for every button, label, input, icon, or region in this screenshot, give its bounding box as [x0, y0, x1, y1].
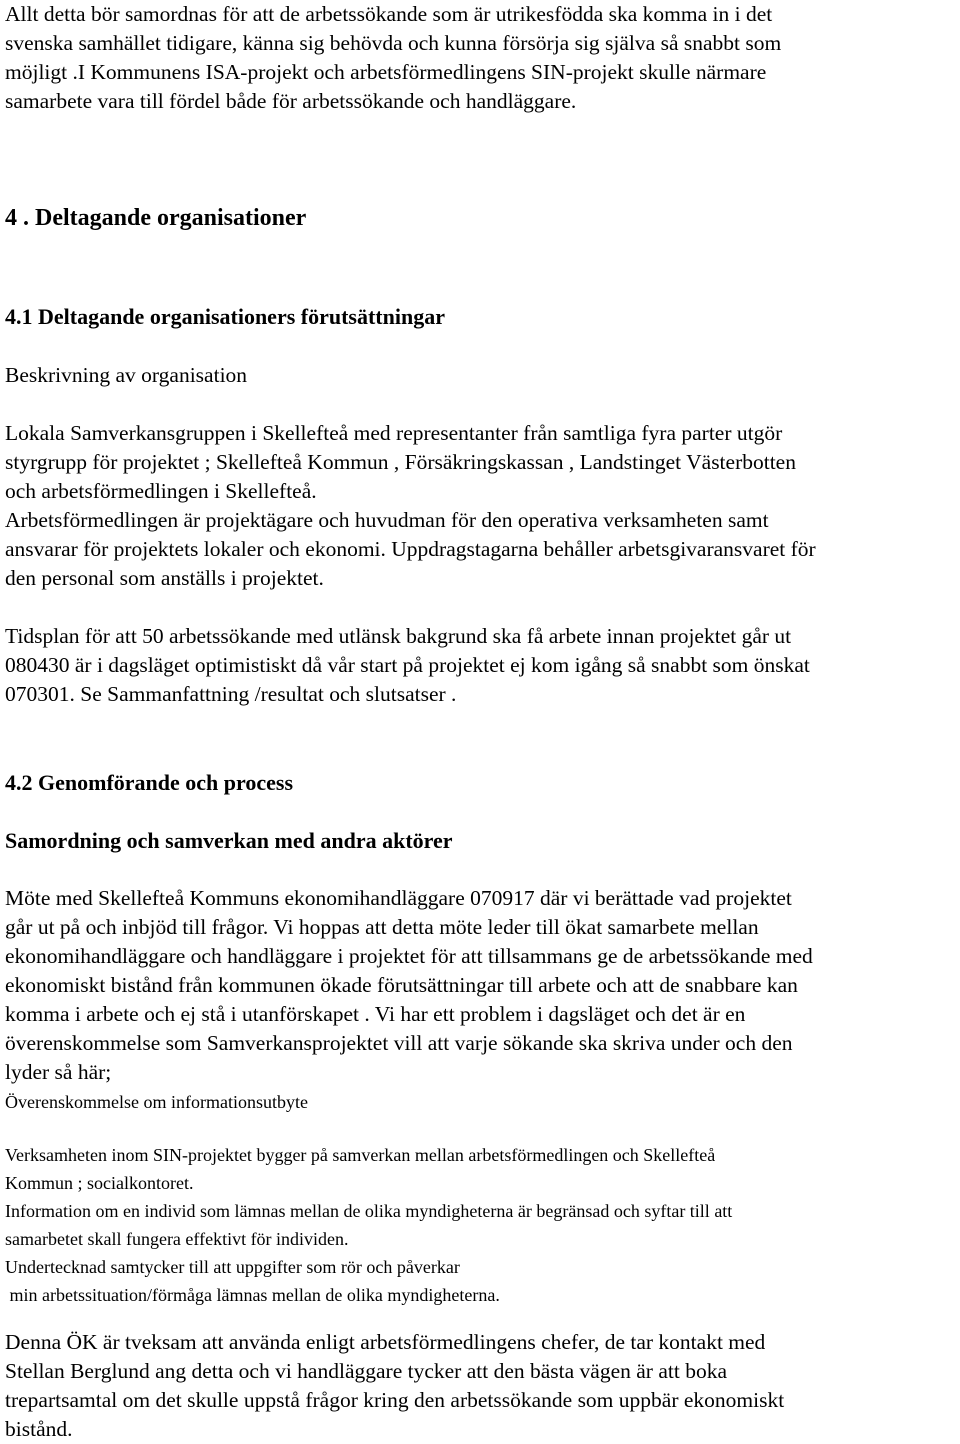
text-line: lyder så här; [5, 1060, 112, 1084]
section-4-2-heading: 4.2 Genomförande och process [5, 770, 294, 795]
text-line: svenska samhället tidigare, känna sig behövda och kunna försörja sig själva så snabbt som [5, 31, 782, 55]
text-line: Lokala Samverkansgruppen i Skellefteå med representanter från samtliga fyra parter utgör [5, 421, 783, 445]
text-line: samarbetet skall fungera effektivt för individen. [5, 1229, 349, 1249]
text-line: Möte med Skellefteå Kommuns ekonomihandläggare 070917 där vi berättade vad projektet [5, 886, 792, 910]
text-line: styrgrupp för projektet ; Skellefteå Kommun , Försäkringskassan , Landstinget Västerbotten [5, 450, 796, 474]
closing-paragraph [5, 1328, 784, 1444]
text-line: 070301. Se Sammanfattning /resultat och slutsatser . [5, 682, 457, 706]
text-line: samarbete vara till fördel både för arbetssökande och handläggare. [5, 89, 577, 113]
organisation-description-subheading: Beskrivning av organisation [5, 363, 248, 387]
coordination-subheading: Samordning och samverkan med andra aktörer [5, 828, 453, 853]
text-line: min arbetssituation/förmåga lämnas mellan de olika myndigheterna. [5, 1285, 500, 1305]
text-line: Verksamheten inom SIN-projektet bygger på samverkan mellan arbetsförmedlingen och Skellefteå [5, 1145, 716, 1165]
text-line: Denna ÖK är tveksam att använda enligt arbetsförmedlingens chefer, de tar kontakt med [5, 1330, 766, 1354]
section-4-1-heading: 4.1 Deltagande organisationers förutsättningar [5, 304, 445, 329]
text-line: ekonomiskt bistånd från kommunen ökade förutsättningar till arbete och att de snabbare kan [5, 973, 798, 997]
organisation-paragraph [5, 419, 816, 593]
agreement-title: Överenskommelse om informationsutbyte [5, 1092, 308, 1112]
text-line: möjligt .I Kommunens ISA-projekt och arbetsförmedlingens SIN-projekt skulle närmare [5, 60, 767, 84]
text-line: Allt detta bör samordnas för att de arbetssökande som är utrikesfödda ska komma in i det [5, 2, 773, 26]
text-line: Kommun ; socialkontoret. [5, 1173, 194, 1193]
text-line: går ut på och inbjöd till frågor. Vi hoppas att detta möte leder till ökat samarbete mellan [5, 915, 759, 939]
text-line: ansvarar för projektets lokaler och ekonomi. Uppdragstagarna behåller arbetsgivaransvaret för [5, 537, 816, 561]
text-line: bistånd. [5, 1417, 73, 1441]
section-4-heading: 4 . Deltagande organisationer [5, 205, 307, 231]
text-line: Arbetsförmedlingen är projektägare och huvudman för den operativa verksamheten samt [5, 508, 769, 532]
text-line: den personal som anställs i projektet. [5, 566, 324, 590]
text-line: 080430 är i dagsläget optimistiskt då vår start på projektet ej kom igång så snabbt som önskat [5, 653, 810, 677]
agreement-text [5, 1141, 732, 1309]
text-line: överenskommelse som Samverkansprojektet vill att varje sökande ska skriva under och den [5, 1031, 793, 1055]
text-line: trepartsamtal om det skulle uppstå frågor kring den arbetssökande som uppbär ekonomiskt [5, 1388, 785, 1412]
text-line: Undertecknad samtycker till att uppgifter som rör och påverkar [5, 1257, 460, 1277]
text-line: komma i arbete och ej stå i utanförskapet . Vi har ett problem i dagsläget och det är en [5, 1002, 746, 1026]
text-line: Information om en individ som lämnas mellan de olika myndigheterna är begränsad och syftar till att [5, 1201, 733, 1221]
text-line: Stellan Berglund ang detta och vi handläggare tycker att den bästa vägen är att boka [5, 1359, 727, 1383]
text-line: och arbetsförmedlingen i Skellefteå. [5, 479, 317, 503]
text-line: Tidsplan för att 50 arbetssökande med utlänsk bakgrund ska få arbete innan projektet går ut [5, 624, 792, 648]
intro-paragraph [5, 0, 781, 116]
text-line: ekonomihandläggare och handläggare i projektet för att tillsammans ge de arbetssökande med [5, 944, 813, 968]
timeline-paragraph [5, 622, 810, 709]
meeting-paragraph [5, 884, 813, 1087]
